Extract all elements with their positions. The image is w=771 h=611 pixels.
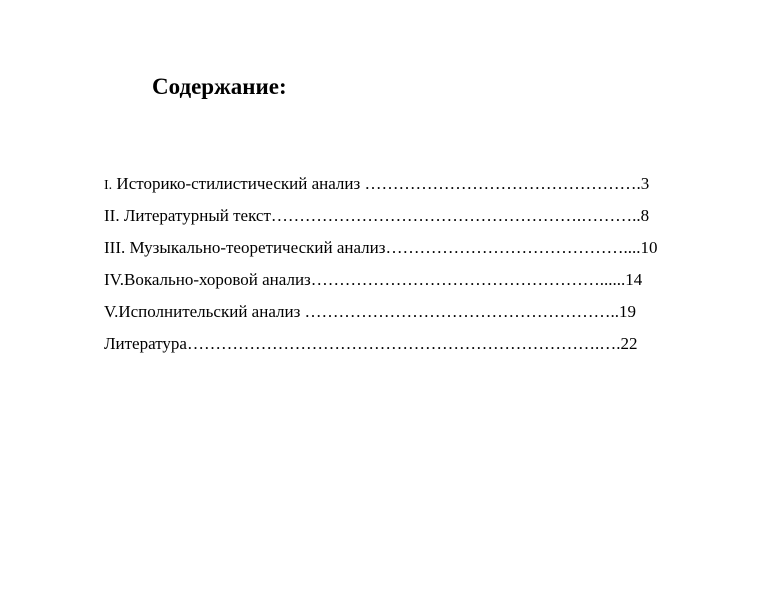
toc-entry-text: II. Литературный текст……………………………………………….………..8 bbox=[104, 206, 650, 225]
contents-title: Содержание: bbox=[152, 74, 287, 99]
toc-entry-text: V.Исполнительский анализ ………………………………………………..19 bbox=[104, 302, 637, 321]
toc-entry-literary-text bbox=[104, 204, 657, 236]
toc-entry-historical-stylistic-analysis bbox=[104, 172, 657, 204]
toc-entry-music-theory-analysis bbox=[104, 236, 657, 268]
toc-entry-vocal-choral-analysis bbox=[104, 268, 657, 300]
toc-entry-literature bbox=[104, 332, 657, 364]
toc-entry-text: Литература……………………………………………………………….….22 bbox=[104, 334, 638, 353]
table-of-contents bbox=[104, 172, 657, 364]
toc-entry-text: III. Музыкально-теоретический анализ……………………………………....10 bbox=[104, 238, 658, 257]
toc-entry-performance-analysis bbox=[104, 300, 657, 332]
toc-entry-text: IV.Вокально-хоровой анализ……………………………………………......14 bbox=[104, 270, 643, 289]
toc-entry-numeral: I. bbox=[104, 178, 113, 193]
toc-entry-text: Историко-стилистический анализ ………………………………………….3 bbox=[112, 174, 650, 193]
